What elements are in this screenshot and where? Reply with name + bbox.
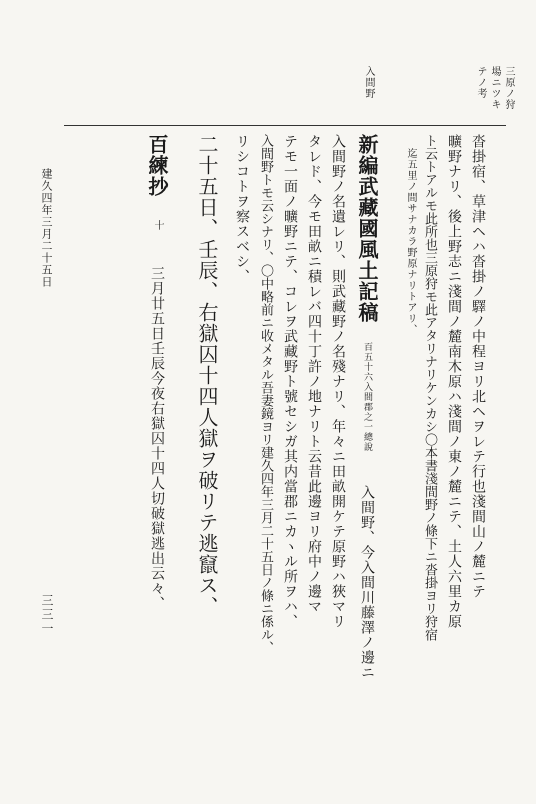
margin-note-col1: 三原ノ狩 (503, 66, 514, 110)
text-line-9: 入間野トモ云シナリ、〇中略前ニ收メタル吾妻鏡ヨリ建久四年三月二十五日ノ條ニ係ル、 (258, 134, 273, 654)
text-line-1: 沓掛宿、草津ヘハ沓掛ノ驛ノ中程ヨリ北ヘヲレテ行也淺間山ノ麓ニテ (470, 134, 486, 599)
text-line-7: タレド、今モ田畝ニ積レバ四十丁許ノ地ナリト云昔此邊ヨリ府中ノ邊マ (306, 134, 322, 614)
text-line-6: 入間野ノ名遺レリ、則武藏野ノ名殘ナリ、年々ニ田畝開ケテ原野ハ狹マリ (330, 134, 346, 629)
text-line-8: テモ一面ノ曠野ニテ、コレヲ武藏野ト號セシガ其内當郡ニカヽル所ヲハ、 (282, 134, 298, 629)
text-line-5-rest: 入間野、今入間川藤澤ノ邊ニ (359, 485, 375, 680)
text-line-5 (356, 134, 378, 680)
margin-note-col2: 場ニツキ (489, 66, 500, 110)
entry-heading-line: 二十五日、壬辰、右獄囚十四人獄ヲ破リテ逃竄ス、 (195, 134, 219, 617)
margin-note-col4: 入間野 (363, 66, 374, 99)
source-heading-hyakurensho: 百練抄 (145, 134, 169, 197)
date-header: 建久四年三月二十五日 (40, 168, 53, 288)
text-line-2: 曠野ナリ、後上野志ニ淺間ノ麓南木原ハ淺間ノ東ノ麓ニテ、土人六里カ原 (446, 134, 462, 629)
page-number: 三三一 (40, 594, 54, 636)
source-note-hyakurensho: 十 (152, 220, 163, 231)
text-line-3: ト云トアルモ此所也三原狩モ此アタリナリケンカシ〇本書淺間野ノ條下ニ沓掛ヨリ狩宿 (422, 134, 437, 641)
text-line-12 (146, 134, 168, 611)
text-line-10: リシコトヲ察スベシ、 (234, 134, 250, 284)
source-note-fudoki: 百五十六入間郡之一總說 (362, 342, 372, 452)
text-line-4: 迄五里ノ間サナカラ野原ナリトアリ、 (405, 148, 416, 335)
source-heading-fudoki: 新編武藏國風土記稿 (355, 134, 379, 323)
text-line-12-rest: 三月廿五日壬辰今夜右獄囚十四人切破獄逃出云々、 (149, 266, 165, 611)
header-rule (64, 125, 506, 126)
margin-note-col3: テノ考 (475, 66, 486, 99)
